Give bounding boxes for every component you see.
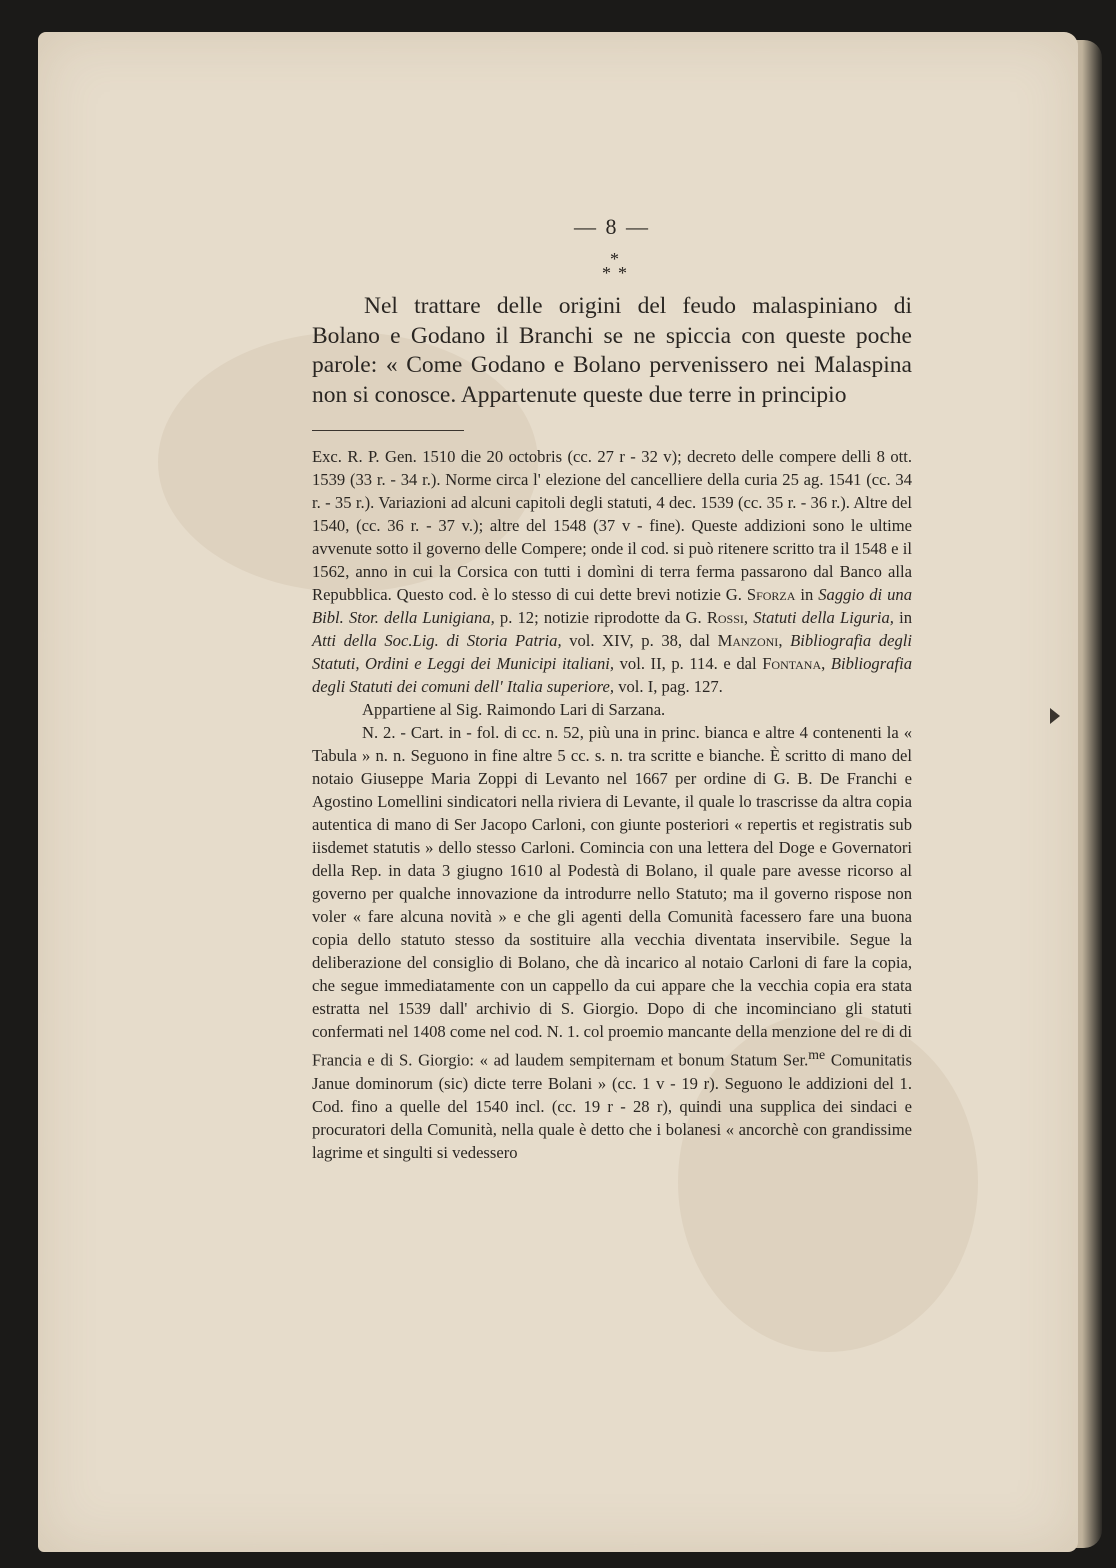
note-text: Comunitatis Janue dominorum (sic) dicte terre Bolani » (cc. 1 v - 19 r). Seguono le addizioni del 1. Cod. fino a quelle del 1540 incl. (cc. 19 r - 28 r), quindi una supplica dei sindaci e procuratori della Comunità, nella quale è detto che i bolanesi « ancorchè con grandissime lagrime et singulti si vedessero bbox=[312, 1050, 912, 1162]
author-name: Sforza bbox=[746, 585, 796, 604]
book-title: Bibliografia degli Statuti dei comuni dell' Italia superiore, bbox=[312, 654, 912, 696]
book-title: Saggio di una Bibl. Stor. della Lunigiana, bbox=[312, 585, 912, 627]
note-text: N. 2. - Cart. in - fol. di cc. n. 52, più una in princ. bianca e altre 4 contenenti la « Tabula » n. n. Seguono in fine altre 5 cc. s. n. tra scritte e bianche. È scritto di mano del notaio Giuseppe Maria Zoppi di Levanto nel 1667 per ordine di G. B. De Franchi e Agostino Lomellini sindicatori nella riviera di Levante, il quale lo trascrisse da altra copia autentica di mano di Ser Jacopo Carloni, con giunte posteriori « repertis et registratis sub iisdemet statutis » dello stesso Carloni. Comincia con una lettera del Doge e Governatori della Rep. in data 3 giugno 1610 al Podestà di Bolano, il quale pare avesse ricorso al governo per qualche innovazione da introdurre nello Statuto; ma il governo rispose non voler « fare alcuna novità » e che gli agenti della Comunità facessero fare una buona copia dello statuto stesso da sostituire alla vecchia diventata inservibile. Segue la deliberazione del consiglio di Bolano, che dà incarico al notaio Carloni di fare la copia, che segue immediatamente con un cappello da cui appare che la vecchia copia era stata estratta nel 1539 dall' archivio di S. Giorgio. Dopo di che incominciano gli statuti confermati nel 1408 come nel cod. N. 1. col proemio mancante della menzione del re di di Francia e di S. Giorgio: « ad laudem sempiternam et bonum Statum Ser. bbox=[312, 723, 912, 1070]
margin-mark bbox=[1050, 708, 1060, 724]
superscript: me bbox=[808, 1047, 826, 1062]
main-paragraph: Nel trattare delle origini del feudo malaspiniano di Bolano e Godano il Branchi se ne spiccia con queste poche parole: « Come Godano e Bolano pervenissero nei Malaspina non si conosce. Appartenute queste due terre in principio bbox=[312, 293, 912, 408]
note-text: in bbox=[893, 608, 912, 627]
note-text: p. 12; notizie riprodotte da G. bbox=[494, 608, 707, 627]
text-block bbox=[312, 214, 912, 1164]
note-text: , bbox=[778, 631, 791, 650]
author-name: Fontana bbox=[762, 654, 822, 673]
asterism bbox=[312, 250, 912, 288]
book-title: Atti della Soc.Lig. di Storia Patria, bbox=[312, 631, 562, 650]
note-text: vol. I, pag. 127. bbox=[614, 677, 723, 696]
footnotes bbox=[312, 445, 912, 1164]
note-text: , bbox=[743, 608, 754, 627]
codex-description bbox=[312, 721, 912, 1164]
book-title: Bibliografia degli Statuti, Ordini e Leggi dei Municipi italiani, bbox=[312, 631, 912, 673]
note-text: in bbox=[795, 585, 819, 604]
note-text: Exc. R. P. Gen. 1510 die 20 octobris (cc. 27 r - 32 v); decreto delle compere delli 8 ott. 1539 (33 r. - 34 r.). Norme circa l' elezione del cancelliere della curia 25 ag. 1541 (cc. 34 r. - 35 r.). Variazioni ad alcuni capitoli degli statuti, 4 dec. 1539 (cc. 35 r. - 36 r.). Altre del 1540, (cc. 36 r. - 37 v.); altre del 1548 (37 v - fine). Queste addizioni sono le ultime avvenute sotto il governo delle Compere; onde il cod. si può ritenere scritto tra il 1548 e il 1562, anno in cui la Corsica con tutti i domìni di terra ferma passarono dal Banco alla Repubblica. Questo cod. è lo stesso di cui dette brevi notizie G. bbox=[312, 447, 912, 604]
page-number: — 8 — bbox=[574, 214, 650, 239]
ownership-note: Appartiene al Sig. Raimondo Lari di Sarzana. bbox=[362, 700, 666, 719]
note-text: , bbox=[821, 654, 831, 673]
note-text: vol. II, p. 114. e dal bbox=[614, 654, 763, 673]
asterism-star: * bbox=[602, 263, 611, 283]
book-title: Statuti della Liguria, bbox=[753, 608, 894, 627]
asterism-star: * bbox=[618, 263, 627, 283]
author-name: Manzoni bbox=[717, 631, 779, 650]
footnote-paragraph bbox=[312, 445, 912, 698]
author-name: Rossi bbox=[706, 608, 744, 627]
note-text: vol. XIV, p. 38, dal bbox=[561, 631, 718, 650]
footnote-rule bbox=[312, 430, 464, 431]
asterism-star: * bbox=[610, 249, 619, 269]
